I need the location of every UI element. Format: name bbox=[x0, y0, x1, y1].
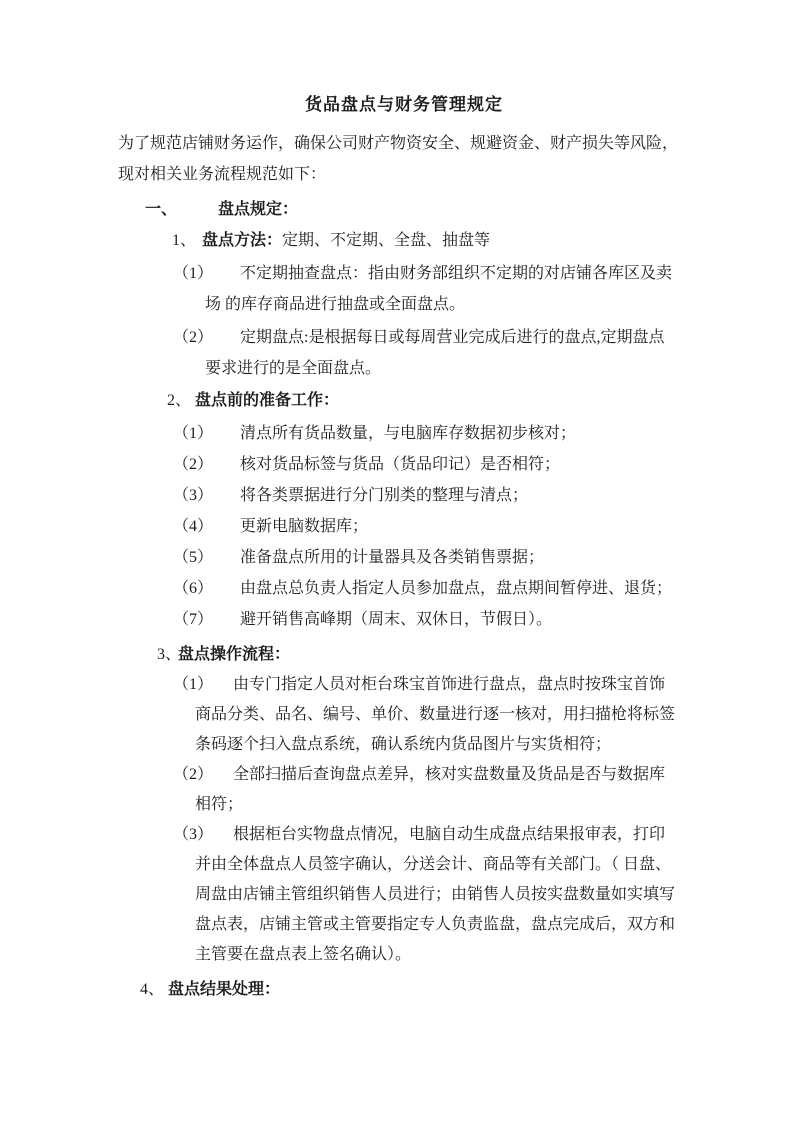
subsection-2-heading bbox=[167, 385, 690, 416]
list-item bbox=[173, 511, 690, 542]
subsection-3-heading bbox=[157, 639, 690, 670]
subsection-4-number: 4、 bbox=[140, 981, 165, 998]
document-title: 货品盘点与财务管理规定 bbox=[305, 95, 503, 114]
list-item-number: （1） bbox=[173, 676, 214, 693]
list-item-number: （3） bbox=[173, 487, 214, 504]
list-item bbox=[173, 418, 690, 449]
subsection-4-heading bbox=[140, 975, 690, 1005]
list-item-number: （1） bbox=[173, 425, 214, 442]
list-item-text: 由盘点总负责人指定人员参加盘点，盘点期间暂停进、退货； bbox=[240, 580, 673, 597]
list-item bbox=[173, 604, 690, 635]
section-1-heading bbox=[145, 194, 690, 225]
list-item-number: （7） bbox=[173, 611, 214, 628]
list-item-number: （2） bbox=[173, 456, 214, 473]
list-item-text: 准备盘点所用的计量器具及各类销售票据； bbox=[240, 549, 545, 566]
subsection-3-title: 盘点操作流程： bbox=[178, 646, 291, 663]
list-item-number: （5） bbox=[173, 549, 214, 566]
subsection-4-title: 盘点结果处理： bbox=[168, 981, 281, 998]
list-item bbox=[173, 670, 690, 700]
subsection-1-number: 1、 bbox=[172, 232, 197, 249]
list-item-continuation: 周盘由店铺主管组织销售人员进行；由销售人员按实盘数量如实填写 bbox=[195, 886, 676, 903]
list-item-number: （3） bbox=[173, 826, 214, 843]
list-item-continuation: 场 的库存商品进行抽盘或全面盘点。 bbox=[205, 296, 466, 313]
subsection-1-title: 盘点方法： bbox=[202, 232, 283, 249]
list-item-text: 更新电脑数据库； bbox=[240, 518, 369, 535]
list-item-number: （6） bbox=[173, 580, 214, 597]
subsection-2-title: 盘点前的准备工作： bbox=[195, 392, 340, 409]
list-item bbox=[173, 258, 690, 289]
intro-line-1: 为了规范店铺财务运作，确保公司财产物资安全、规避资金、财产损失等风险， bbox=[118, 135, 679, 152]
list-item bbox=[173, 820, 690, 850]
list-item-text: 定期盘点:是根据每日或每周营业完成后进行的盘点,定期盘点 bbox=[240, 329, 665, 346]
list-item-text: 核对货品标签与货品（货品印记）是否相符； bbox=[240, 456, 561, 473]
list-item bbox=[173, 480, 690, 511]
list-item-continuation: 主管要在盘点表上签名确认）。 bbox=[195, 946, 412, 963]
list-item-text: 不定期抽查盘点：指由财务部组织不定期的对店铺各库区及卖 bbox=[240, 265, 673, 282]
list-item-continuation: 相符； bbox=[195, 796, 244, 813]
list-item bbox=[173, 760, 690, 790]
subsection-1-heading bbox=[172, 225, 690, 256]
list-item-continuation: 条码逐个扫入盘点系统，确认系统内货品图片与实货相符； bbox=[195, 736, 612, 753]
list-item-number: （2） bbox=[173, 766, 214, 783]
list-item-text: 避开销售高峰期（周末、双休日，节假日）。 bbox=[240, 611, 553, 628]
subsection-1-tail: 定期、不定期、全盘、抽盘等 bbox=[282, 232, 491, 249]
list-item-text: 根据柜台实物盘点情况，电脑自动生成盘点结果报审表，打印 bbox=[233, 826, 666, 843]
subsection-3-number: 3、 bbox=[157, 646, 182, 663]
intro-line-2: 现对相关业务流程规范如下： bbox=[118, 166, 327, 183]
section-1-title: 盘点规定： bbox=[218, 201, 299, 218]
subsection-2-number: 2、 bbox=[167, 392, 192, 409]
list-item-number: （1） bbox=[173, 265, 214, 282]
list-item bbox=[173, 542, 690, 573]
list-item bbox=[173, 322, 690, 353]
list-item-continuation: 要求进行的是全面盘点。 bbox=[205, 360, 382, 377]
list-item bbox=[173, 573, 690, 604]
list-item-text: 由专门指定人员对柜台珠宝首饰进行盘点，盘点时按珠宝首饰 bbox=[233, 676, 666, 693]
list-item-text: 全部扫描后查询盘点差异，核对实盘数量及货品是否与数据库 bbox=[233, 766, 666, 783]
list-item-number: （4） bbox=[173, 518, 214, 535]
list-item-continuation: 盘点表，店铺主管或主管要指定专人负责监盘，盘点完成后，双方和 bbox=[195, 916, 676, 933]
list-item-text: 清点所有货品数量，与电脑库存数据初步核对； bbox=[240, 425, 577, 442]
list-item-text: 将各类票据进行分门别类的整理与清点； bbox=[240, 487, 529, 504]
list-item-continuation: 并由全体盘点人员签字确认，分送会计、商品等有关部门。（ 日盘、 bbox=[195, 856, 672, 873]
list-item-continuation: 商品分类、品名、编号、单价、数量进行逐一核对，用扫描枪将标签 bbox=[195, 706, 676, 723]
section-1-number: 一、 bbox=[145, 201, 178, 218]
list-item bbox=[173, 449, 690, 480]
list-item-number: （2） bbox=[173, 329, 214, 346]
